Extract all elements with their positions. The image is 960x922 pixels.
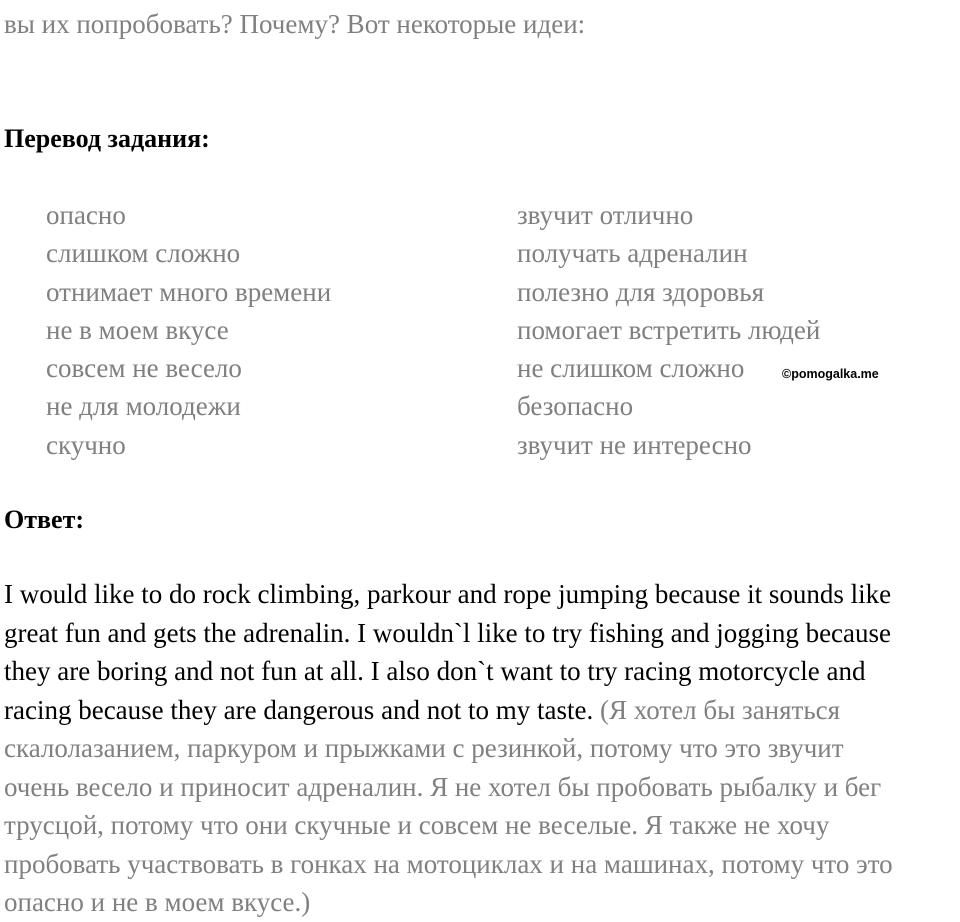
answer-heading: Ответ: xyxy=(4,505,85,534)
translation-heading: Перевод задания: xyxy=(4,124,210,153)
phrase-item: помогает встретить людей xyxy=(517,314,821,345)
phrase-item: слишком сложно xyxy=(46,238,241,269)
answer-russian-line: трусцой, потому что они скучные и совсем не веселые. Я также не хочу xyxy=(4,810,830,840)
phrase-item: получать адреналин xyxy=(517,238,748,269)
phrase-item: звучит не интересно xyxy=(517,429,752,460)
answer-russian-line: (Я хотел бы заняться xyxy=(600,694,841,725)
answer-russian-line: пробовать участвовать в гонках на мотоциклах и на машинах, потому что это xyxy=(4,848,893,879)
answer-english-line: racing because they are dangerous and not to my taste. xyxy=(4,694,594,725)
phrase-item: полезно для здоровья xyxy=(517,276,765,307)
phrase-item: скучно xyxy=(46,429,126,460)
watermark: ©pomogalka.me xyxy=(782,367,879,381)
answer-paragraph xyxy=(4,575,960,922)
phrases-left-column xyxy=(46,196,331,464)
answer-russian-line: опасно и не в моем вкусе.) xyxy=(4,887,311,917)
phrase-item: не в моем вкусе xyxy=(46,314,229,345)
phrase-item: опасно xyxy=(46,200,126,230)
phrases-right-column xyxy=(517,196,820,464)
answer-english-line: I would like to do rock climbing, parkour and rope jumping because it sounds like xyxy=(4,579,892,609)
phrase-item: безопасно xyxy=(517,391,634,422)
phrase-item: не для молодежи xyxy=(46,391,241,422)
phrase-item: звучит отлично xyxy=(517,200,694,230)
phrase-item: отнимает много времени xyxy=(46,276,332,307)
answer-english-line: they are boring and not fun at all. I also don`t want to try racing motorcycle and xyxy=(4,656,866,686)
phrase-item: совсем не весело xyxy=(46,353,242,384)
intro-text: вы их попробовать? Почему? Вот некоторые идеи: xyxy=(4,9,586,39)
answer-russian-line: скалолазанием, паркуром и прыжками с резинкой, потому что это звучит xyxy=(4,733,844,763)
answer-english-line: great fun and gets the adrenalin. I wouldn`l like to try fishing and jogging because xyxy=(4,617,892,648)
phrase-item: не слишком сложно xyxy=(517,353,745,384)
answer-russian-line: очень весело и приносит адреналин. Я не хотел бы пробовать рыбалку и бег xyxy=(4,771,882,802)
